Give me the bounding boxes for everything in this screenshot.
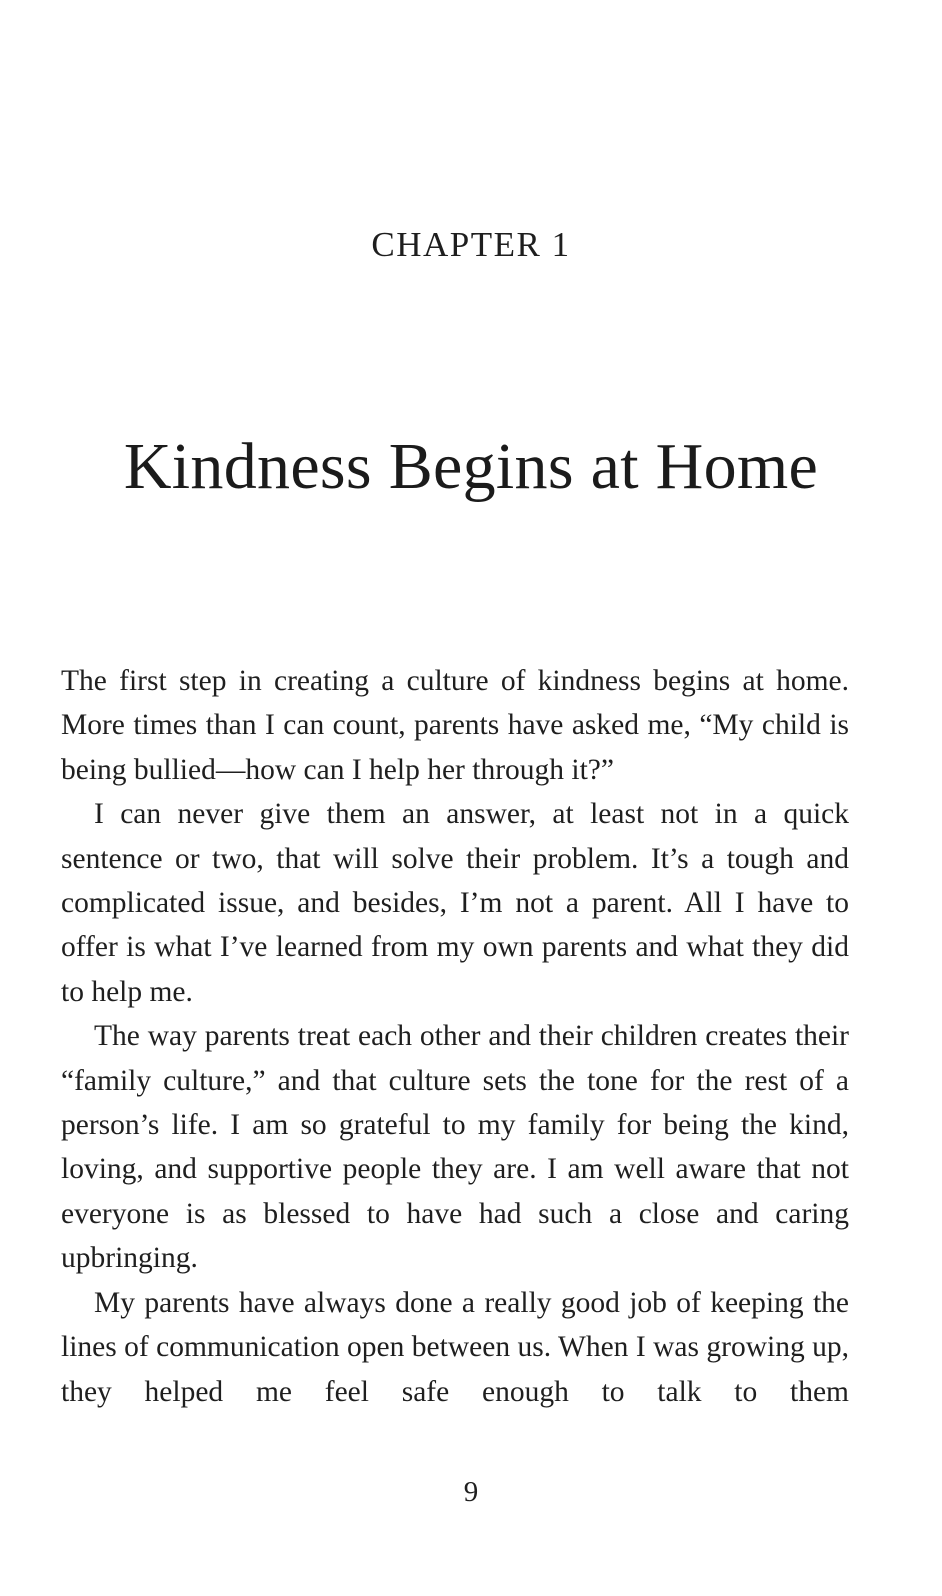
paragraph: My parents have always done a really good job of keeping the lines of communication open between us. When I was growing up, they helped me feel safe enough to talk to them: [61, 1286, 849, 1408]
chapter-label: CHAPTER 1: [371, 225, 571, 264]
paragraph: I can never give them an answer, at least not in a quick sentence or two, that will solve their problem. It’s a tough and complicated issue, and besides, I’m not a parent. All I have to offer is what I’ve learned from my own parents and what they did to help me.: [61, 798, 849, 1008]
paragraph: The way parents treat each other and their children creates their “family culture,” and that culture sets the tone for the rest of a person’s life. I am so grateful to my family for being the kind, loving, and supportive people they are. I am well aware that not everyone is as blessed to have had such a close and caring upbringing.: [61, 1020, 849, 1275]
page-number: 9: [463, 1476, 479, 1508]
chapter-title: Kindness Begins at Home: [123, 430, 819, 504]
paragraph: The first step in creating a culture of kindness begins at home. More times than I can count, parents have asked me, “My child is being bullied—how can I help her through it?”: [61, 665, 849, 786]
body-text: [61, 659, 849, 1414]
